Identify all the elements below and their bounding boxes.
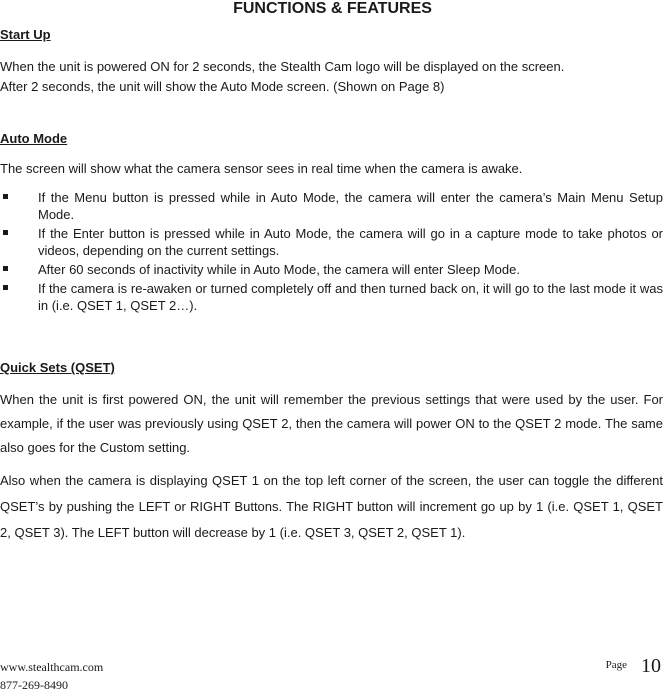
- square-bullet-icon: [3, 230, 8, 235]
- footer-contact: [0, 658, 103, 694]
- bullet-item: [0, 261, 663, 278]
- bullet-text: If the Enter button is pressed while in Auto Mode, the camera will go in a capture mode to take photos or videos, depending on the current settings.: [38, 226, 663, 258]
- bullet-item: [0, 280, 663, 314]
- start-up-line-1: When the unit is powered ON for 2 seconds, the Stealth Cam logo will be displayed on the screen.: [0, 59, 565, 74]
- auto-mode-intro: The screen will show what the camera sensor sees in real time when the camera is awake.: [0, 161, 523, 176]
- bullet-item: [0, 189, 663, 223]
- quick-sets-section: [0, 360, 663, 546]
- bullet-item: [0, 225, 663, 259]
- bullet-text: If the camera is re-awaken or turned completely off and then turned back on, it will go to the last mode it was in (i.e. QSET 1, QSET 2…).: [38, 281, 663, 313]
- quick-sets-paragraph-2: Also when the camera is displaying QSET 1 on the top left corner of the screen, the user can toggle the different QSET’s by pushing the LEFT or RIGHT Buttons. The RIGHT button will increment go up by 1 (i.e. QSET 1, QSET 2, QSET 3). The LEFT button will decrease by 1 (i.e. QSET 3, QSET 2, QSET 1).: [0, 473, 663, 540]
- quick-sets-heading: Quick Sets (QSET): [0, 360, 115, 375]
- start-up-section: [0, 27, 663, 97]
- phone-number: 877-269-8490: [0, 678, 68, 692]
- bullet-text: After 60 seconds of inactivity while in Auto Mode, the camera will enter Sleep Mode.: [38, 262, 520, 277]
- auto-mode-bullet-list: [0, 189, 663, 314]
- page-label: Page: [605, 659, 627, 671]
- start-up-line-2: After 2 seconds, the unit will show the Auto Mode screen. (Shown on Page 8): [0, 79, 445, 94]
- auto-mode-heading: Auto Mode: [0, 131, 68, 146]
- page-title: FUNCTIONS & FEATURES: [233, 0, 432, 17]
- square-bullet-icon: [3, 285, 8, 290]
- square-bullet-icon: [3, 266, 8, 271]
- start-up-heading: Start Up: [0, 27, 51, 42]
- quick-sets-paragraph-1: When the unit is first powered ON, the unit will remember the previous settings that were used by the user. For example, if the user was previously using QSET 2, then the camera will power ON to the QSET 2 mode. The same also goes for the Custom setting.: [0, 392, 663, 455]
- website-link[interactable]: www.stealthcam.com: [0, 660, 104, 674]
- square-bullet-icon: [3, 194, 8, 199]
- page-number: 10: [641, 655, 661, 677]
- bullet-text: If the Menu button is pressed while in Auto Mode, the camera will enter the camera’s Main Menu Setup Mode.: [38, 190, 663, 222]
- auto-mode-section: [0, 131, 663, 316]
- page-indicator: [606, 655, 661, 678]
